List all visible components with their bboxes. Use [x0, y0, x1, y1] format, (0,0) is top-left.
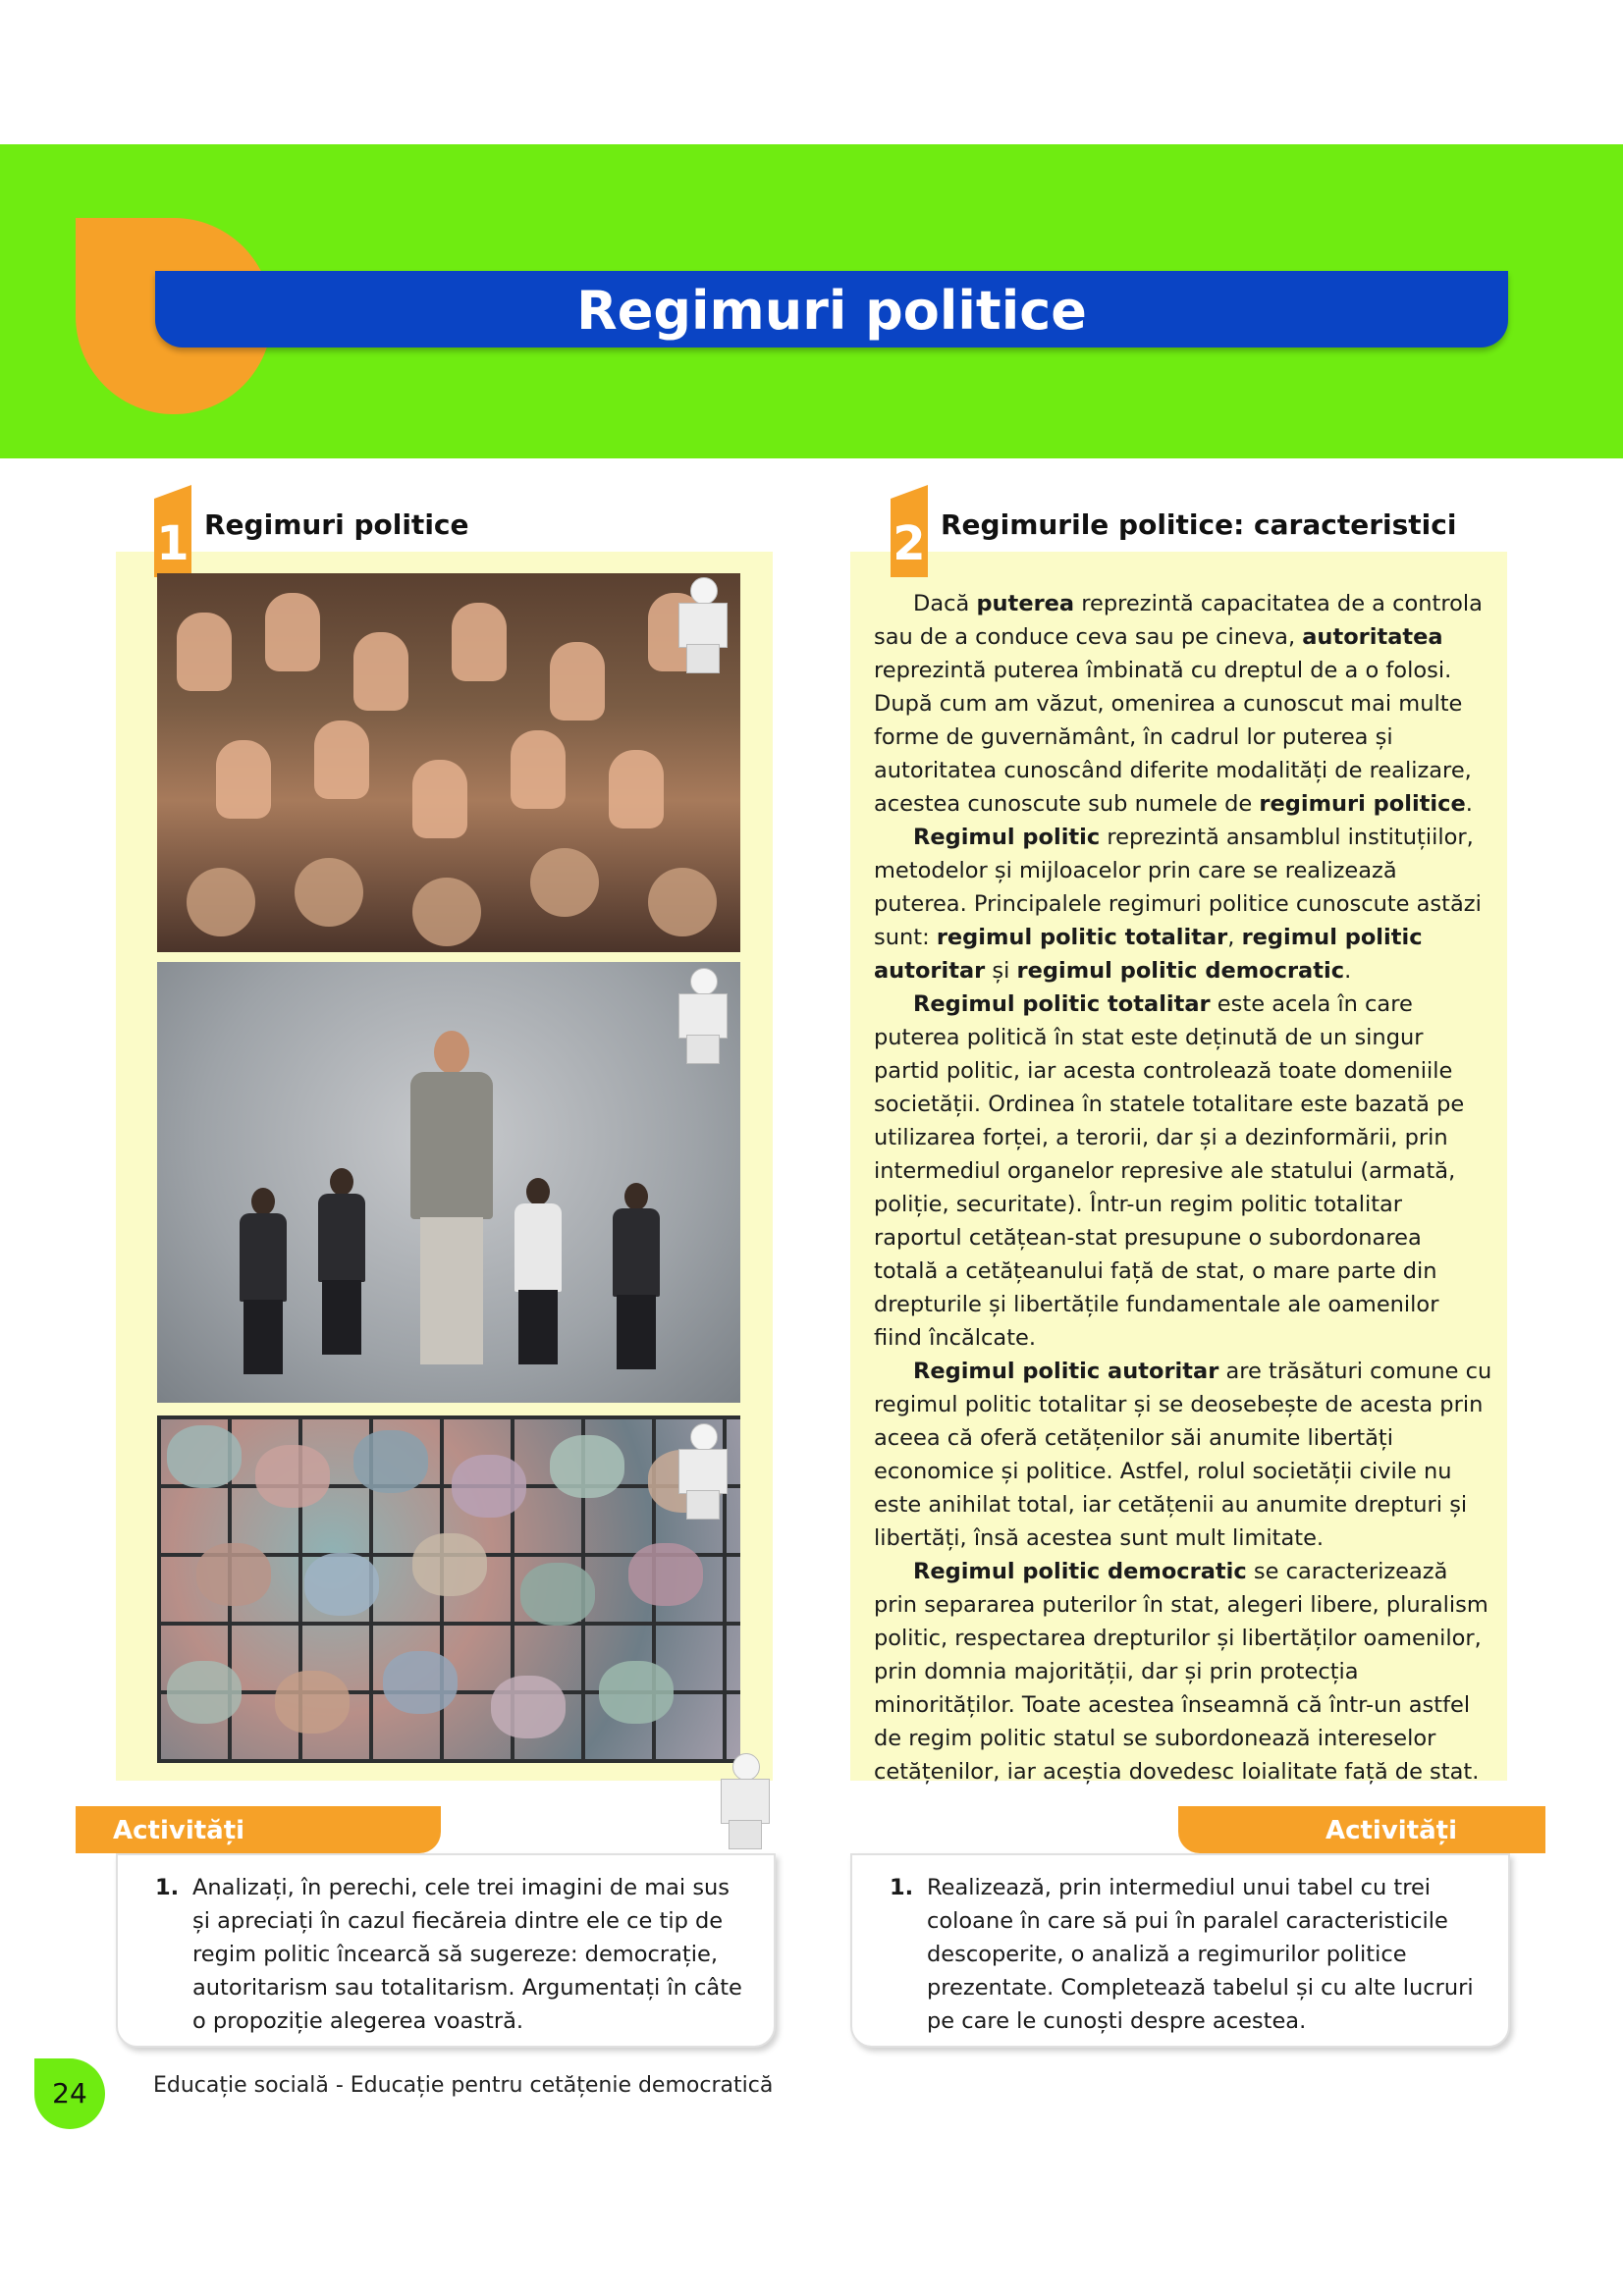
- bold-term: puterea: [976, 591, 1075, 616]
- photo-caged-stone-faces: [157, 1415, 740, 1763]
- section-2-heading: Regimurile politice: caracteristici: [941, 508, 1457, 541]
- text-run: reprezintă capacitatea de a controla sau de a conduce ceva sau pe cineva,: [874, 591, 1483, 650]
- page-title: Regimuri politice: [576, 280, 1087, 342]
- figure-with-mouse-icon: [715, 1753, 774, 1847]
- section-2-number: 2: [891, 499, 928, 577]
- sign-figure-icon: [673, 1423, 731, 1518]
- bold-term: Regimul politic autoritar: [913, 1359, 1219, 1384]
- section-1-heading: Regimuri politice: [204, 508, 469, 541]
- text-run: reprezintă puterea îmbinată cu dreptul de a o folosi. După cum am văzut, omenirea a cunoscut mai multe forme de guvernământ, în cadrul lor puterea și autoritatea cunoscând diferite modalități de realizare, acestea cunoscute sub numele de: [874, 658, 1472, 817]
- text-run: are trăsături comune cu regimul politic totalitar și se deosebește de acesta prin aceea că oferă cetățenilor săi anumite libertăți economice și politice. Astfel, rolul societății civile nu este anihilat total, iar cetățenii au anumite drepturi și libertăți, însă acestea sunt mult limitate.: [874, 1359, 1492, 1551]
- section-2-body: [874, 587, 1492, 1789]
- text-run: reprezintă ansamblul instituțiilor, metodelor și mijloacelor prin care se realizează puterea. Principalele regimuri politice cunoscute astăzi sunt:: [874, 825, 1482, 950]
- text-run: se caracterizează prin separarea puterilor în stat, alegeri libere, pluralism politic, respectarea drepturilor și libertăților oamenilor, prin domnia majorității, dar și prin protecția minorităților. Toate acestea înseamnă că într-un astfel de regim politic statul se subordonează intereselor cetățenilor, iar aceștia dovedesc loialitate față de stat.: [874, 1559, 1488, 1785]
- bold-term: regimul politic autoritar: [874, 925, 1423, 984]
- text-run: .: [1344, 958, 1352, 984]
- body-paragraph: [874, 587, 1492, 821]
- body-paragraph: [874, 988, 1492, 1355]
- bold-term: autoritatea: [1302, 624, 1443, 650]
- text-run: .: [1465, 791, 1473, 817]
- bold-term: Regimul politic totalitar: [913, 991, 1211, 1017]
- bold-term: regimul politic democratic: [1016, 958, 1345, 984]
- activity-right-num: 1.: [890, 1875, 914, 1900]
- text-run: și: [985, 958, 1017, 984]
- title-bar: [155, 271, 1508, 347]
- activity-right-text: Realizează, prin intermediul unui tabel cu trei coloane în care să pui în paralel caracteristicile descoperite, o analiză a regimurilor politice prezentate. Completează tabelul și cu alte lucruri pe care le cunoști despre acestea.: [927, 1875, 1474, 2034]
- photo-raised-hands: [157, 573, 740, 952]
- activity-left-num: 1.: [155, 1875, 180, 1900]
- activity-left-text: Analizați, în perechi, cele trei imagini de mai sus și apreciați în cazul fiecăreia dintre ele ce tip de regim politic încearcă să sugereze: democrație, autoritarism sau totalitarism. Argumentați în câte o propoziție alegerea voastră.: [192, 1875, 742, 2034]
- body-paragraph: [874, 1355, 1492, 1555]
- section-1-number: 1: [154, 499, 191, 577]
- text-run: ,: [1227, 925, 1242, 950]
- body-paragraph: [874, 1555, 1492, 1789]
- bold-term: regimuri politice: [1259, 791, 1466, 817]
- sign-figure-icon: [673, 577, 731, 671]
- sign-figure-icon: [673, 968, 731, 1062]
- bold-term: Regimul politic democratic: [913, 1559, 1247, 1584]
- activities-right-label: Activități: [1178, 1806, 1545, 1853]
- text-run: Dacă: [913, 591, 977, 616]
- activities-left-label: Activități: [76, 1806, 441, 1853]
- bold-term: Regimul politic: [913, 825, 1101, 850]
- photo-giant-boss: [157, 962, 740, 1403]
- bold-term: regimul politic totalitar: [936, 925, 1228, 950]
- footer-book-title: Educație socială - Educație pentru cetățenie democratică: [153, 2073, 774, 2098]
- text-run: este acela în care puterea politică în stat este deținută de un singur partid politic, iar acesta controlează toate domeniile societății. Ordinea în statele totalitare este bazată pe utilizarea forței, a terorii, dar și a dezinformării, prin intermediul organelor represive ale statului (armată, poliție, securitate). Într-un regim politic totalitar raportul cetățean-stat presupune o subordonarea totală a cetățeanului față de stat, o mare parte din drepturile și libertățile fundamentale ale oamenilor fiind încălcate.: [874, 991, 1465, 1351]
- body-paragraph: [874, 821, 1492, 988]
- page-number: 24: [52, 2077, 87, 2109]
